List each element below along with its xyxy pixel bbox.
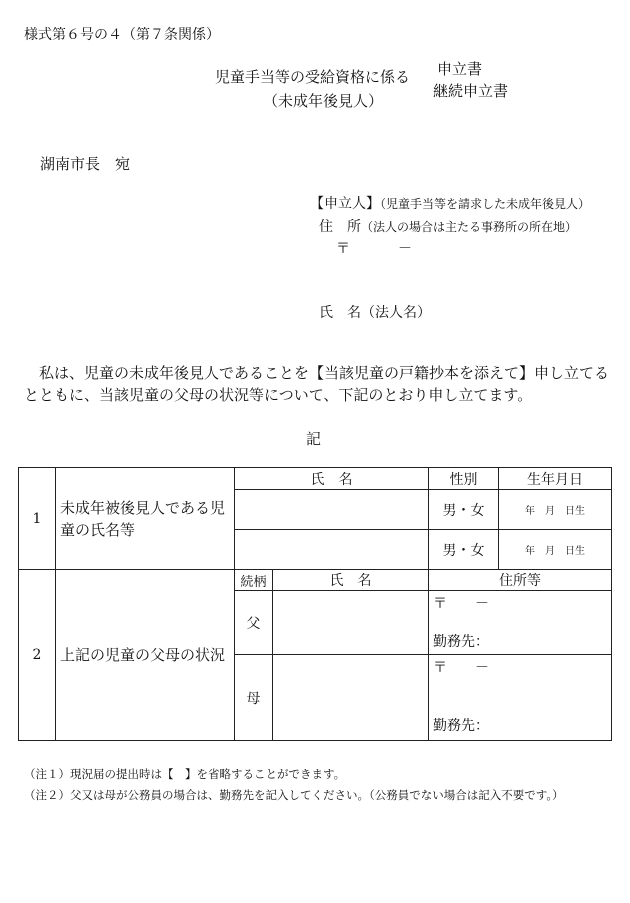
mother-workplace-label: 勤務先：: [433, 718, 489, 734]
child1-sex-field[interactable]: 男・女: [429, 490, 499, 530]
applicant-heading-note: （児童手当等を請求した未成年後見人）: [380, 197, 591, 211]
note-1: （注１）現況届の提出時は【 】を省略することができます。: [24, 767, 346, 781]
applicant-name-label: 氏 名（法人名）: [319, 305, 431, 321]
father-workplace-label: 勤務先：: [433, 634, 489, 650]
header-sex: 性別: [429, 468, 499, 490]
address-note: （法人の場合は主たる事務所の所在地）: [361, 220, 578, 234]
postal-dash: －: [398, 241, 412, 257]
note-2: （注２）父又は母が公務員の場合は、勤務先を記入してください。（公務員でない場合は記入不要です。）: [24, 788, 564, 802]
mother-address-field[interactable]: [429, 655, 612, 741]
declaration-text: 私は、児童の未成年後見人であることを【当該児童の戸籍抄本を添えて】申し立てるとともに、当該児童の父母の状況等について、下記のとおり申し立てます。: [24, 364, 610, 404]
document-kind-continuation: 継続申立書: [433, 82, 509, 100]
child1-birth-field[interactable]: 年 月 日生: [499, 490, 612, 530]
father-name-field[interactable]: [273, 591, 429, 655]
row1-label: 未成年被後見人である児童の氏名等: [56, 468, 235, 570]
mother-postal: 〒 －: [433, 660, 489, 676]
row2-number: 2: [19, 570, 56, 741]
row1-number: 1: [19, 468, 56, 570]
document-title: 児童手当等の受給資格に係る: [215, 68, 411, 86]
child2-birth-field[interactable]: 年 月 日生: [499, 530, 612, 570]
addressee: 湖南市長 宛: [40, 155, 131, 173]
mother-label: 母: [235, 655, 273, 741]
father-label: 父: [235, 591, 273, 655]
header-child-name: 氏 名: [235, 468, 429, 490]
applicant-postal: [336, 238, 412, 258]
applicant-heading-label: 【申立人】: [310, 196, 380, 212]
ki-heading: 記: [306, 430, 322, 448]
father-address-field[interactable]: [429, 591, 612, 655]
header-birthdate: 生年月日: [499, 468, 612, 490]
postal-mark: 〒: [336, 241, 350, 257]
header-parent-name: 氏 名: [273, 570, 429, 591]
applicant-heading: [310, 193, 590, 213]
form-table: [18, 467, 612, 741]
header-relation: 続柄: [235, 570, 273, 591]
row2-label: 上記の児童の父母の状況: [56, 570, 235, 741]
header-address: 住所等: [429, 570, 612, 591]
child1-name-field[interactable]: [235, 490, 429, 530]
applicant-address: [319, 216, 577, 236]
child2-name-field[interactable]: [235, 530, 429, 570]
address-label: 住 所: [319, 219, 361, 235]
mother-name-field[interactable]: [273, 655, 429, 741]
form-number: 様式第６号の４（第７条関係）: [24, 27, 220, 43]
document-subtitle: （未成年後見人）: [263, 92, 384, 110]
child2-sex-field[interactable]: 男・女: [429, 530, 499, 570]
father-postal: 〒 －: [433, 596, 489, 612]
document-kind-application: 申立書: [437, 60, 483, 78]
